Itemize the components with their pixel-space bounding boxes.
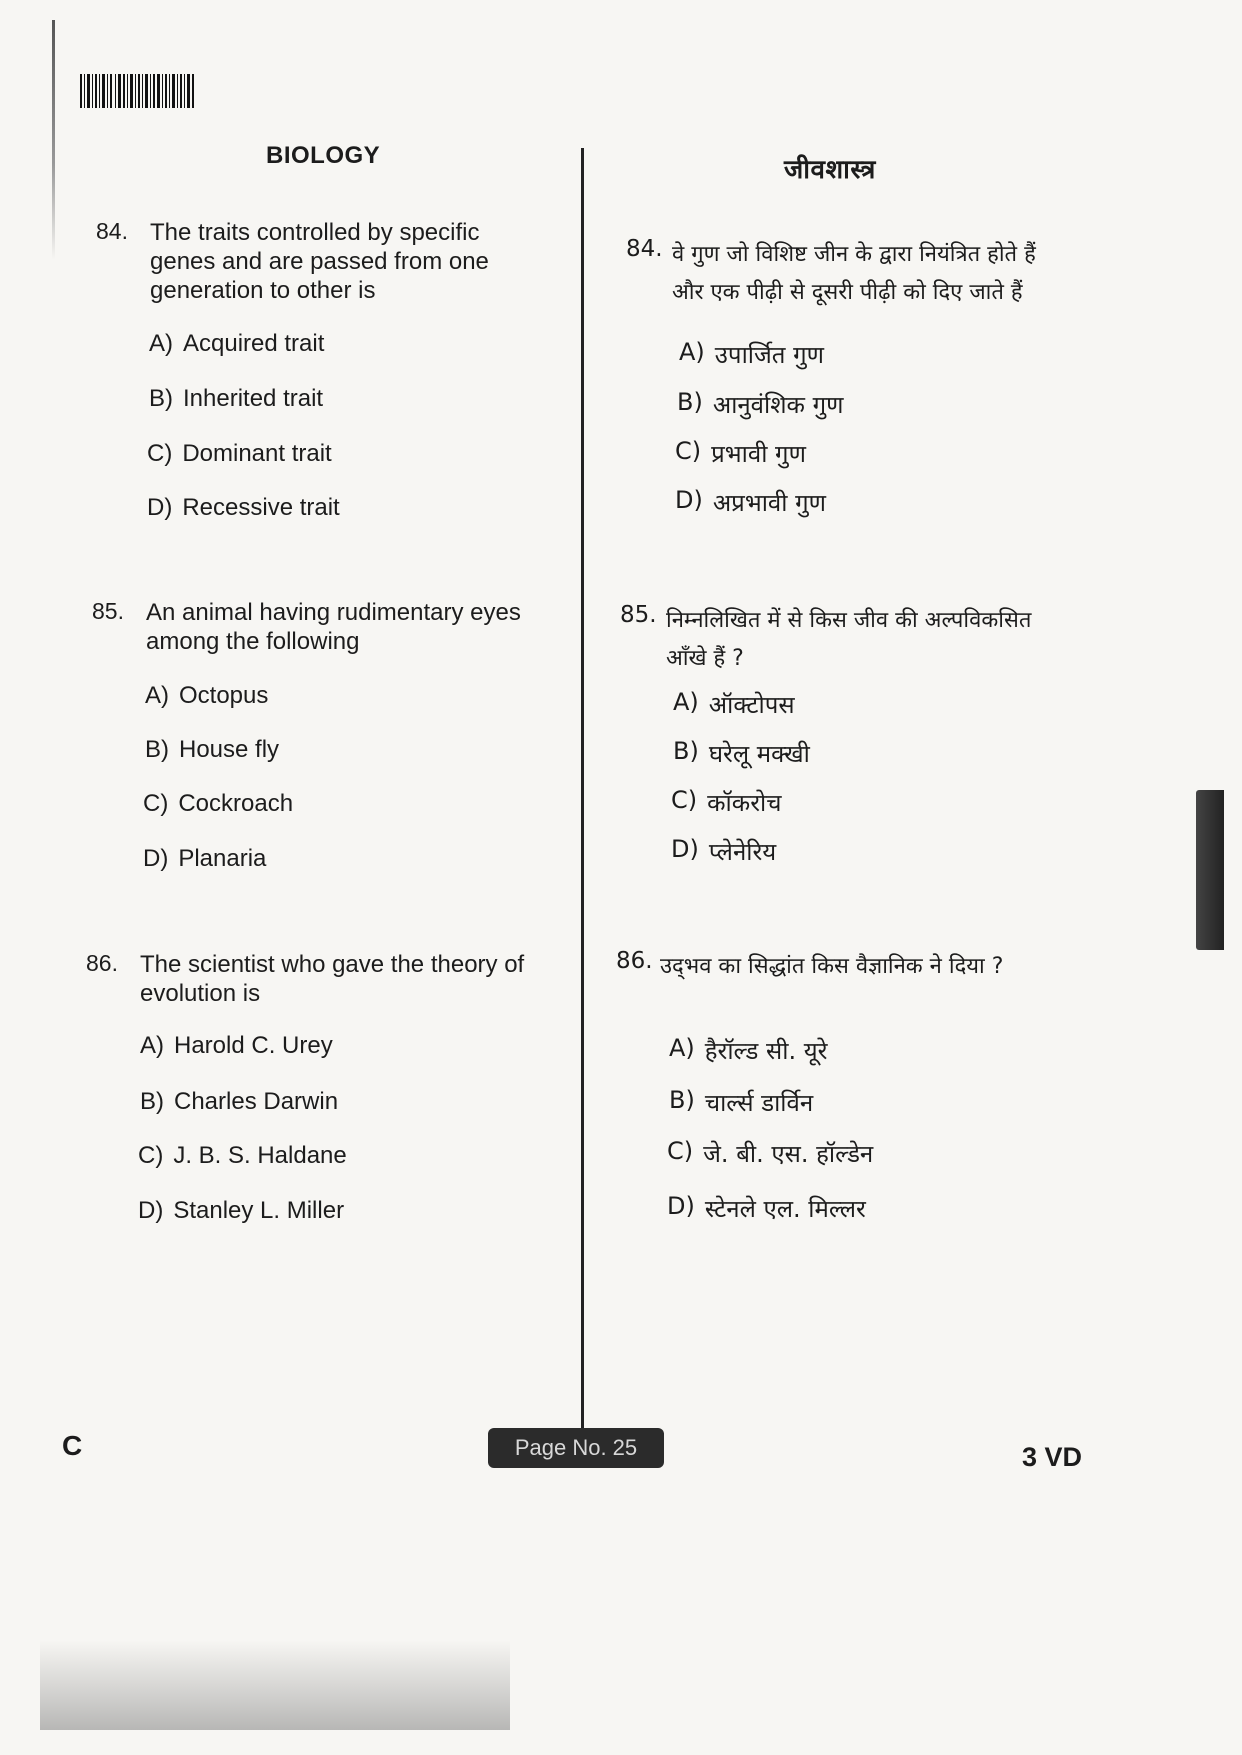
question-line: evolution is (140, 980, 261, 1007)
page-number-badge: Page No. 25 (488, 1428, 664, 1468)
option-b: B) चार्ल्स डार्विन (669, 1086, 814, 1117)
option-c: C) J. B. S. Haldane (138, 1142, 347, 1169)
option-d: D) प्लेनेरिय (671, 835, 777, 866)
hindi-question-84 (626, 236, 1096, 312)
question-number: 85. (92, 598, 124, 624)
booklet-series: C (62, 1430, 83, 1461)
question-line: generation to other is (150, 277, 376, 304)
question-line: The traits controlled by specific (150, 219, 480, 246)
question-number: 84. (626, 236, 663, 262)
scan-edge (52, 20, 55, 260)
hindi-question-85 (620, 602, 1090, 678)
option-d: D) स्टेनले एल. मिल्लर (667, 1192, 866, 1223)
question-line: among the following (146, 628, 360, 655)
column-divider (581, 148, 584, 1438)
scan-shadow (40, 1640, 510, 1730)
option-d: D) Planaria (143, 845, 267, 872)
question-line: उद्‌भव का सिद्धांत किस वैज्ञानिक ने दिया ? (660, 954, 1004, 979)
option-d: D) Recessive trait (147, 494, 340, 521)
question-text (660, 948, 1003, 986)
question-line: आँखे हैं ? (666, 646, 744, 671)
question-number: 86. (616, 948, 653, 974)
question-text (146, 598, 521, 656)
question-number: 85. (620, 602, 657, 628)
hindi-question-86 (616, 948, 1096, 986)
option-a: A) उपार्जित गुण (679, 338, 824, 369)
option-c: C) प्रभावी गुण (675, 437, 806, 468)
question-text (672, 236, 1036, 312)
option-a: A) Acquired trait (149, 330, 325, 357)
english-question-85 (92, 598, 542, 656)
question-line: वे गुण जो विशिष्ट जीन के द्वारा नियंत्रित होते हैं (672, 242, 1036, 267)
option-a: A) Harold C. Urey (140, 1032, 333, 1059)
option-b: B) Inherited trait (149, 385, 324, 412)
option-c: C) कॉकरोच (671, 786, 782, 817)
question-line: और एक पीढ़ी से दूसरी पीढ़ी को दिए जाते हैं (672, 280, 1023, 305)
option-d: D) Stanley L. Miller (138, 1197, 345, 1224)
question-line: निम्नलिखित में से किस जीव की अल्पविकसित (666, 608, 1032, 633)
option-a: A) Octopus (145, 682, 269, 709)
english-section-title: BIOLOGY (266, 142, 381, 169)
option-a: A) ऑक्टोपस (673, 688, 795, 719)
question-text (140, 950, 524, 1008)
english-question-84 (96, 218, 546, 305)
barcode-icon (80, 74, 196, 108)
question-line: An animal having rudimentary eyes (146, 599, 521, 626)
option-b: B) House fly (145, 736, 280, 763)
hindi-section-title: जीवशास्त्र (784, 155, 876, 185)
question-text (150, 218, 489, 305)
question-line: genes and are passed from one (150, 248, 489, 275)
booklet-code: 3 VD (1022, 1442, 1083, 1472)
option-c: C) Cockroach (143, 790, 294, 817)
option-b: B) घरेलू मक्खी (673, 737, 810, 768)
option-b: B) Charles Darwin (140, 1088, 339, 1115)
english-question-86 (86, 950, 546, 1008)
question-number: 84. (96, 218, 128, 244)
option-c: C) जे. बी. एस. हॉल्डेन (667, 1137, 874, 1168)
question-line: The scientist who gave the theory of (140, 951, 525, 978)
option-c: C) Dominant trait (147, 440, 332, 467)
option-d: D) अप्रभावी गुण (675, 486, 826, 517)
option-a: A) हैरॉल्ड सी. यूरे (669, 1034, 828, 1065)
question-text (666, 602, 1031, 678)
page-edge-tab (1196, 790, 1224, 950)
option-b: B) आनुवंशिक गुण (677, 388, 844, 419)
question-number: 86. (86, 950, 118, 976)
